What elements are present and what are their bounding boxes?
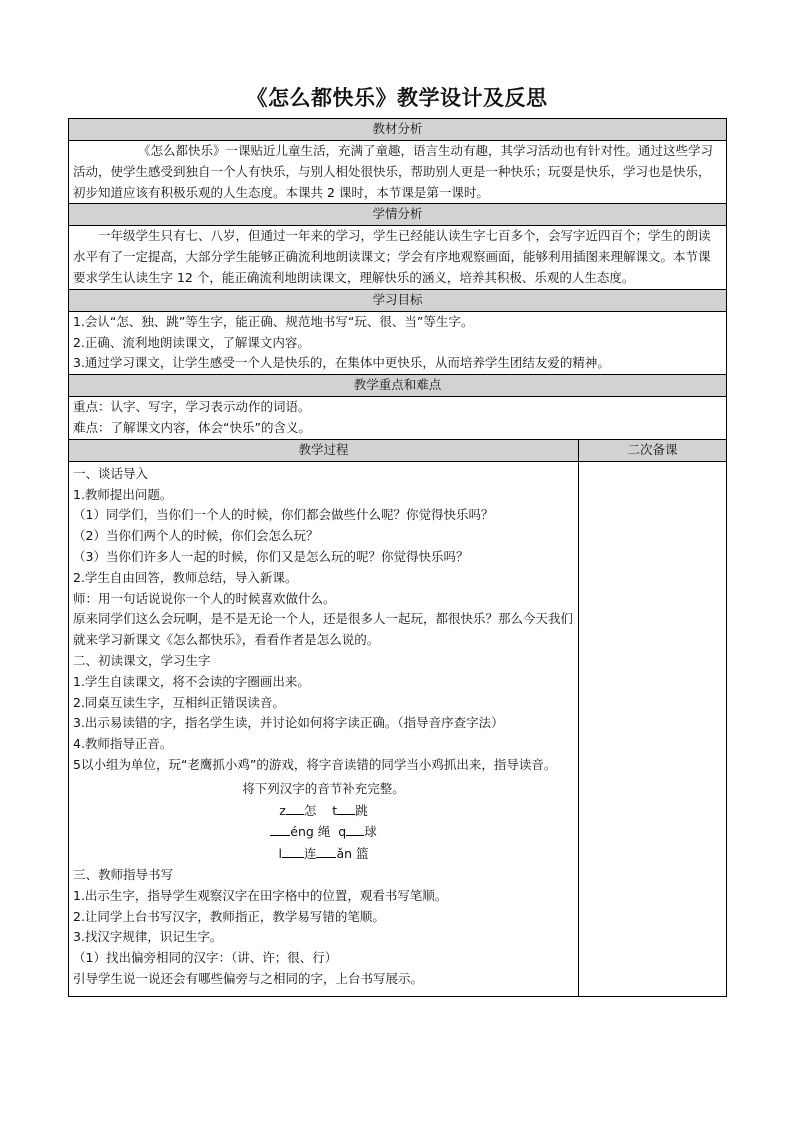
- goal-item: 1.会认“怎、独、跳”等生字，能正确、规范地书写“玩、很、当”等生字。: [73, 313, 474, 329]
- student-analysis-text: 一年级学生只有七、八岁，但通过一年来的学习，学生已经能认读生字七百多个，会写字近四百个；学生的朗读水平有了一定提高，大部分学生能够正确流利地朗读课文；学会有序地观察画面，能够利用插图来理解课文。本节课要求学生认读生字 12 个，能正确流利地朗读课文，理解快乐的涵义，培养其积极、乐观的人生态度。: [73, 228, 711, 285]
- key-point-item: 重点：认字、写字，学习表示动作的词语。: [73, 399, 311, 415]
- lesson-plan-table: [68, 118, 727, 997]
- process-line: 1.学生自读课文，将不会读的字圈画出来。: [73, 673, 310, 689]
- process-line: 二、初读课文，学习生字: [73, 652, 211, 668]
- process-line: 1.教师提出问题。: [73, 486, 173, 502]
- process-line: 2.学生自由回答，教师总结，导入新课。: [73, 569, 298, 585]
- process-content: [69, 461, 579, 996]
- exercise-row-2: éng 绳 q 球: [73, 821, 574, 843]
- exercise-title: 将下列汉字的音节补充完整。: [242, 780, 405, 796]
- materials-analysis-text: 《怎么都快乐》一课贴近儿童生活，充满了童趣，语言生动有趣，其学习活动也有针对性。通过这些学习活动，使学生感受到独自一个人有快乐，与别人相处很快乐，帮助别人更是一种快乐；玩耍是快乐，学习也是快乐，初步知道应该有积极乐观的人生态度。本课共 2 课时，本节课是第一课时。: [73, 143, 714, 200]
- exercise-row-3: l 连 ǎn 篮: [73, 843, 574, 865]
- process-line: 4.教师指导正音。: [73, 736, 173, 752]
- process-paragraph: 原来同学们这么会玩啊，是不是无论一个人，还是很多人一起玩，都很快乐？那么今天我们就来学习新课文《怎么都快乐》，看看作者是怎么说的。: [73, 611, 574, 648]
- process-line: （1）同学们，当你们一个人的时候，你们都会做些什么呢？你觉得快乐吗？: [73, 507, 494, 523]
- process-paragraph: 5以小组为单位，玩“老鹰抓小鸡”的游戏，将字音读错的同学当小鸡抓出来，指导读音。: [73, 756, 557, 772]
- process-line: 2.同桌互读生字，互相纠正错误读音。: [73, 694, 285, 710]
- section-heading-revision: 二次备课: [579, 439, 727, 461]
- process-line: 3.出示易读错的字，指名学生读，并讨论如何将字读正确。（指导音序查字法）: [73, 715, 504, 731]
- section-heading-students: 学情分析: [69, 204, 727, 226]
- section-heading-key-points: 教学重点和难点: [69, 375, 727, 397]
- process-line: 3.找汉字规律，识记生字。: [73, 929, 223, 945]
- section-heading-materials: 教材分析: [69, 119, 727, 141]
- process-line: 2.让同学上台书写汉字，教师指正，教学易写错的笔顺。: [73, 908, 385, 924]
- revision-notes-cell: [579, 461, 727, 996]
- section-heading-goals: 学习目标: [69, 289, 727, 311]
- page-title: 《怎么都快乐》教学设计及反思: [246, 86, 548, 110]
- process-line: 师：用一句话说说你一个人的时候喜欢做什么。: [73, 590, 336, 606]
- goal-item: 3.通过学习课文，让学生感受一个人是快乐的，在集体中更快乐，从而培养学生团结友爱的精神。: [73, 355, 610, 371]
- process-line: （1）找出偏旁相同的汉字：（讲、许；很、行）: [73, 950, 338, 966]
- difficulty-item: 难点：了解课文内容，体会“快乐”的含义。: [73, 419, 311, 435]
- process-line: 三、教师指导书写: [73, 866, 174, 882]
- process-line: 1.出示生字，指导学生观察汉字在田字格中的位置，观看书写笔顺。: [73, 887, 448, 903]
- process-line: （2）当你们两个人的时候，你们会怎么玩？: [73, 528, 319, 544]
- process-line: 一、谈话导入: [73, 465, 149, 481]
- process-line: 引导学生说一说还会有哪些偏旁与之相同的字，上台书写展示。: [73, 970, 424, 986]
- process-line: （3）当你们许多人一起的时候，你们又是怎么玩的呢？你觉得快乐吗？: [73, 548, 469, 564]
- section-heading-process: 教学过程: [69, 439, 579, 461]
- exercise-row-1: z 怎 t 跳: [73, 800, 574, 822]
- goal-item: 2.正确、流利地朗读课文，了解课文内容。: [73, 334, 310, 350]
